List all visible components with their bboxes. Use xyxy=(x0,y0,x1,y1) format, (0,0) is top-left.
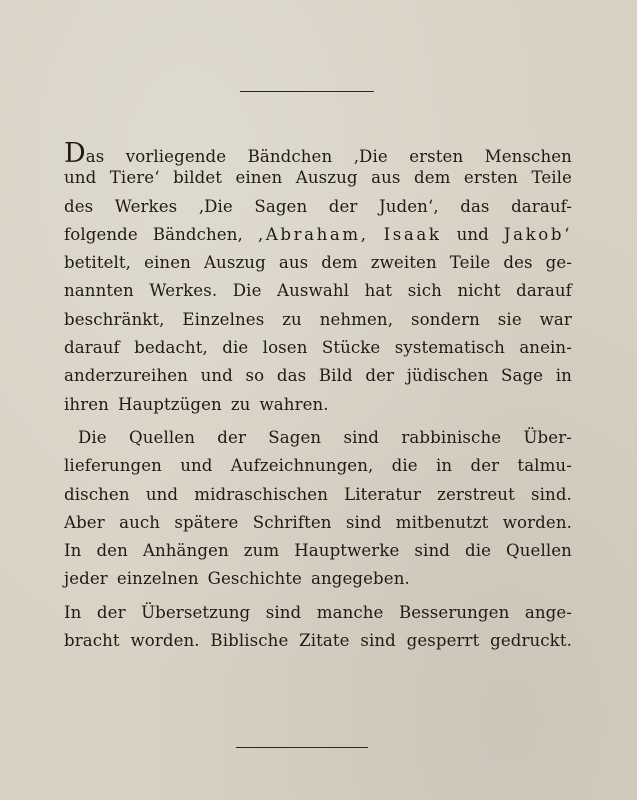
word: manche xyxy=(316,602,384,622)
word: sie xyxy=(497,309,522,329)
word: einen xyxy=(144,253,191,273)
word: der xyxy=(217,427,246,447)
text-line xyxy=(64,395,572,423)
word: Die xyxy=(78,427,107,447)
word: Bild xyxy=(318,366,353,386)
text-line xyxy=(64,485,572,513)
word: gesperrt xyxy=(406,631,480,651)
word: Auswahl xyxy=(277,281,350,301)
word: die xyxy=(222,338,249,358)
word: sind xyxy=(265,602,302,622)
word: betitelt, xyxy=(64,253,132,273)
word: talmu- xyxy=(517,456,572,476)
word: der xyxy=(96,602,126,622)
word: der xyxy=(328,196,358,216)
word: jüdischen xyxy=(406,366,489,386)
text-line xyxy=(64,197,572,225)
word: Biblische xyxy=(210,631,289,651)
word: dem xyxy=(321,253,358,273)
word: Quellen xyxy=(506,541,572,561)
word: Aufzeichnungen, xyxy=(230,456,374,476)
word: Schriften xyxy=(252,512,332,532)
word: Teile xyxy=(449,253,491,273)
text-line xyxy=(64,513,572,541)
word: zu xyxy=(230,394,251,414)
text-line xyxy=(64,428,572,456)
text-line xyxy=(64,456,572,484)
word: zum xyxy=(243,541,280,561)
word: Sagen xyxy=(268,427,322,447)
word: ange- xyxy=(524,602,572,622)
word: Zitate xyxy=(299,631,350,651)
word: Geschichte xyxy=(207,569,302,589)
word: dischen xyxy=(64,484,130,504)
word: Juden‘, xyxy=(378,196,439,216)
word: sich xyxy=(407,281,442,301)
word: Stücke xyxy=(321,338,381,358)
word: mitbenutzt xyxy=(395,512,489,532)
word: das xyxy=(276,366,307,386)
word: Isaak xyxy=(383,224,442,244)
word: und xyxy=(64,168,97,188)
word: Quellen xyxy=(129,427,195,447)
word: das xyxy=(460,196,490,216)
word: sind xyxy=(360,631,396,651)
word: der xyxy=(365,366,395,386)
word: sondern xyxy=(410,309,480,329)
word: und xyxy=(180,456,213,476)
word: bedacht, xyxy=(134,338,208,358)
word: lieferungen xyxy=(64,456,162,476)
word: Sage xyxy=(501,366,544,386)
word: nannten xyxy=(64,281,134,301)
word: ersten xyxy=(409,147,464,166)
word: Werkes. xyxy=(149,281,218,301)
word: beschränkt, xyxy=(64,309,165,329)
word: bracht xyxy=(64,631,120,651)
bottom-ornamental-rule xyxy=(236,747,368,748)
word: Bändchen, xyxy=(152,224,243,244)
word: sind. xyxy=(531,484,572,504)
word: einzelnen xyxy=(116,569,199,589)
word: Menschen xyxy=(484,147,572,166)
word: der xyxy=(470,456,500,476)
word: sind xyxy=(345,512,382,532)
word: Literatur xyxy=(344,484,421,504)
word: Auszug xyxy=(295,168,358,188)
word: wahren. xyxy=(259,394,329,414)
word: nicht xyxy=(457,281,501,301)
word: nehmen, xyxy=(319,309,394,329)
word: anein- xyxy=(519,338,572,358)
word: die xyxy=(391,456,418,476)
word: Bändchen xyxy=(247,147,333,166)
word: worden. xyxy=(502,512,572,532)
word: des xyxy=(64,196,94,216)
word: midraschischen xyxy=(194,484,328,504)
word: bildet xyxy=(173,168,223,188)
word: hat xyxy=(364,281,393,301)
word: angegeben. xyxy=(310,569,410,589)
word: war xyxy=(539,309,572,329)
word: Jakob‘ xyxy=(503,224,572,244)
text-line xyxy=(64,168,572,196)
word: Über- xyxy=(523,427,572,447)
word: ‚Abraham, xyxy=(257,224,369,244)
text-line xyxy=(64,253,572,281)
drop-cap-word: Das xyxy=(64,138,105,169)
word: darauf xyxy=(516,281,572,301)
word: systematisch xyxy=(394,338,505,358)
word: Hauptzügen xyxy=(117,394,222,414)
word: aus xyxy=(278,253,309,273)
word: rabbinische xyxy=(401,427,502,447)
word: sind xyxy=(343,427,380,447)
word: Aber xyxy=(64,512,105,532)
word: anderzureihen xyxy=(64,366,188,386)
text-line xyxy=(64,541,572,569)
word: Werkes xyxy=(114,196,178,216)
word: zerstreut xyxy=(437,484,515,504)
word: Die xyxy=(232,281,262,301)
word: und xyxy=(145,484,179,504)
word: Besserungen xyxy=(398,602,510,622)
word: spätere xyxy=(174,512,239,532)
word: in xyxy=(436,456,453,476)
word: ‚Die xyxy=(198,196,233,216)
word: losen xyxy=(262,338,308,358)
word: Tiere‘ xyxy=(109,168,160,188)
word: und xyxy=(456,224,489,244)
word: und xyxy=(200,366,233,386)
text-line xyxy=(64,569,572,597)
word: darauf- xyxy=(511,196,572,216)
text-line xyxy=(64,631,572,659)
word: darauf xyxy=(64,338,120,358)
word: Sagen xyxy=(254,196,308,216)
text-line xyxy=(64,338,572,366)
word: dem xyxy=(413,168,451,188)
word: einen xyxy=(235,168,283,188)
word: in xyxy=(555,366,572,386)
word: ersten xyxy=(463,168,518,188)
text-line xyxy=(64,366,572,394)
text-line xyxy=(64,281,572,309)
word: Anhängen xyxy=(142,541,229,561)
word: ihren xyxy=(64,394,109,414)
word: zu xyxy=(282,309,302,329)
word: ge- xyxy=(545,253,572,273)
word: des xyxy=(503,253,533,273)
word: vorliegende xyxy=(125,147,227,166)
word: In xyxy=(64,541,82,561)
word: zweiten xyxy=(370,253,437,273)
word: folgende xyxy=(64,224,138,244)
word: In xyxy=(64,602,82,622)
word: Hauptwerke xyxy=(294,541,400,561)
word: gedruckt. xyxy=(490,631,572,651)
word: den xyxy=(96,541,128,561)
word: Auszug xyxy=(203,253,266,273)
top-ornamental-rule xyxy=(240,91,374,92)
text-line xyxy=(64,603,572,631)
text-line xyxy=(64,310,572,338)
word: Einzelnes xyxy=(182,309,265,329)
word: jeder xyxy=(64,569,108,589)
word: aus xyxy=(371,168,401,188)
text-line xyxy=(64,140,572,168)
word: worden. xyxy=(130,631,200,651)
word: Teile xyxy=(531,168,572,188)
word: ‚Die xyxy=(353,147,388,166)
word: auch xyxy=(119,512,161,532)
word: die xyxy=(464,541,492,561)
preface-text xyxy=(64,140,572,659)
text-line xyxy=(64,225,572,253)
word: sind xyxy=(414,541,450,561)
word: Übersetzung xyxy=(141,602,251,622)
word: so xyxy=(245,366,265,386)
